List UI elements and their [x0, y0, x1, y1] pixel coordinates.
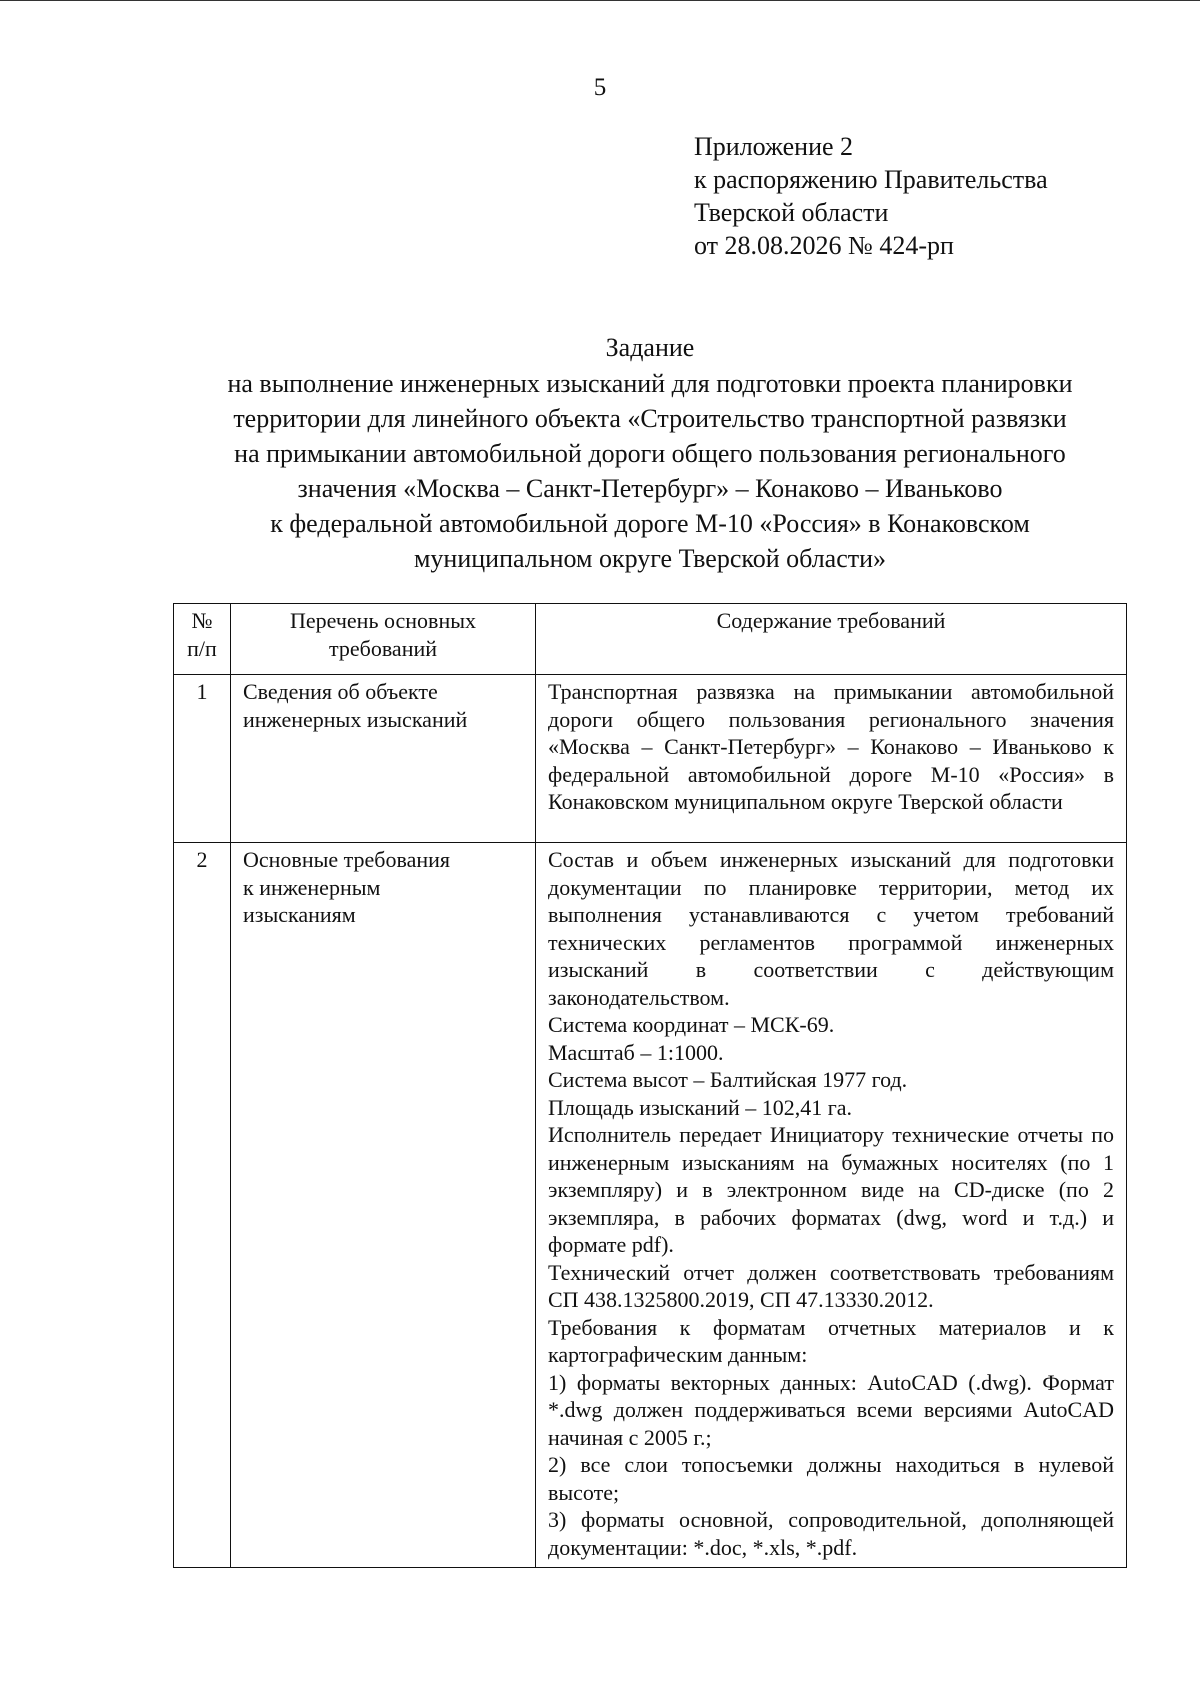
appendix-line: Тверской области: [694, 198, 889, 227]
header-requirements: [231, 604, 536, 675]
content-paragraph: Технический отчет должен соответствовать требованиям СП 438.1325800.2019, СП 47.13330.2012.: [548, 1259, 1114, 1312]
requirement-name-line: к инженерным: [243, 874, 381, 900]
content-paragraph: Транспортная развязка на примыкании автомобильной дороги общего пользования регионального значения «Москва – Санкт-Петербург» – Конаково – Иваньково к федеральной автомобильной дороге М-10 «Россия» в Конаковском муниципальном округе Тверской области: [548, 679, 1114, 814]
page-top-edge: [0, 0, 1200, 1]
content-paragraph: 3) форматы основной, сопроводительной, дополняющей документации: *.doc, *.xls, *.pdf.: [548, 1507, 1114, 1560]
appendix-line: Приложение 2: [694, 132, 854, 161]
content-paragraph: Система координат – МСК-69.: [548, 1012, 835, 1037]
table-row: [174, 843, 1127, 1568]
table-header-row: [174, 604, 1127, 675]
appendix-line: к распоряжению Правительства: [694, 165, 1048, 194]
title-line: территории для линейного объекта «Строительство транспортной развязки: [233, 404, 1067, 433]
title-line: на выполнение инженерных изысканий для подготовки проекта планировки: [227, 369, 1073, 398]
title-line: Задание: [605, 333, 695, 362]
content-paragraph: 2) все слои топосъемки должны находиться в нулевой высоте;: [548, 1452, 1114, 1505]
requirements-table: [173, 603, 1127, 1568]
requirement-name-line: Основные требования: [243, 847, 451, 872]
page-number: 5: [593, 74, 607, 101]
content-paragraph: 1) форматы векторных данных: AutoCAD (.dwg). Формат *.dwg должен поддерживаться всеми версиями AutoCAD начиная с 2005 г.;: [548, 1369, 1114, 1450]
content-paragraph: Масштаб – 1:1000.: [548, 1039, 724, 1065]
header-number-line: п/п: [187, 636, 217, 661]
header-content: Содержание требований: [536, 604, 1127, 675]
header-number-line: №: [191, 608, 213, 633]
table-row: [174, 675, 1127, 843]
title-line: значения «Москва – Санкт-Петербург» – Конаково – Иваньково: [297, 474, 1003, 503]
row-number: 2: [174, 843, 231, 1568]
header-number: [174, 604, 231, 675]
content-paragraph: Исполнитель передает Инициатору технические отчеты по инженерным изысканиям на бумажных носителях (по 1 экземпляру) и в электронном виде на CD-диске (по 2 экземпляра, в рабочих форматах (dwg, word и т.д.) и формате pdf).: [548, 1122, 1114, 1257]
content-paragraph: Площадь изысканий – 102,41 га.: [548, 1094, 853, 1120]
header-requirements-line: требований: [328, 636, 438, 661]
requirement-name-line: изысканиям: [243, 902, 356, 927]
row-requirement-content: [536, 843, 1127, 1568]
appendix-line: от 28.08.2026 № 424-рп: [694, 231, 954, 260]
requirement-name-line: инженерных изысканий: [243, 706, 468, 732]
document-title: [150, 330, 1150, 576]
header-requirements-line: Перечень основных: [289, 608, 477, 633]
row-requirement-name: [231, 843, 536, 1568]
title-line: муниципальном округе Тверской области»: [413, 544, 887, 573]
content-paragraph: Состав и объем инженерных изысканий для подготовки документации по планировке территории, метод их выполнения устанавливаются с учетом требований технических регламентов программой инженерных изысканий в соответствии с действующим законодательством.: [548, 847, 1114, 1010]
content-paragraph: Система высот – Балтийская 1977 год.: [548, 1067, 908, 1092]
content-paragraph: Требования к форматам отчетных материалов и к картографическим данным:: [548, 1314, 1114, 1367]
row-requirement-name: [231, 675, 536, 843]
title-line: к федеральной автомобильной дороге М-10 «Россия» в Конаковском: [270, 509, 1030, 538]
title-line: на примыкании автомобильной дороги общего пользования регионального: [234, 439, 1066, 468]
row-number: 1: [174, 675, 231, 843]
appendix-header: [694, 130, 1048, 262]
requirement-name-line: Сведения об объекте: [243, 679, 438, 704]
row-requirement-content: [536, 675, 1127, 843]
